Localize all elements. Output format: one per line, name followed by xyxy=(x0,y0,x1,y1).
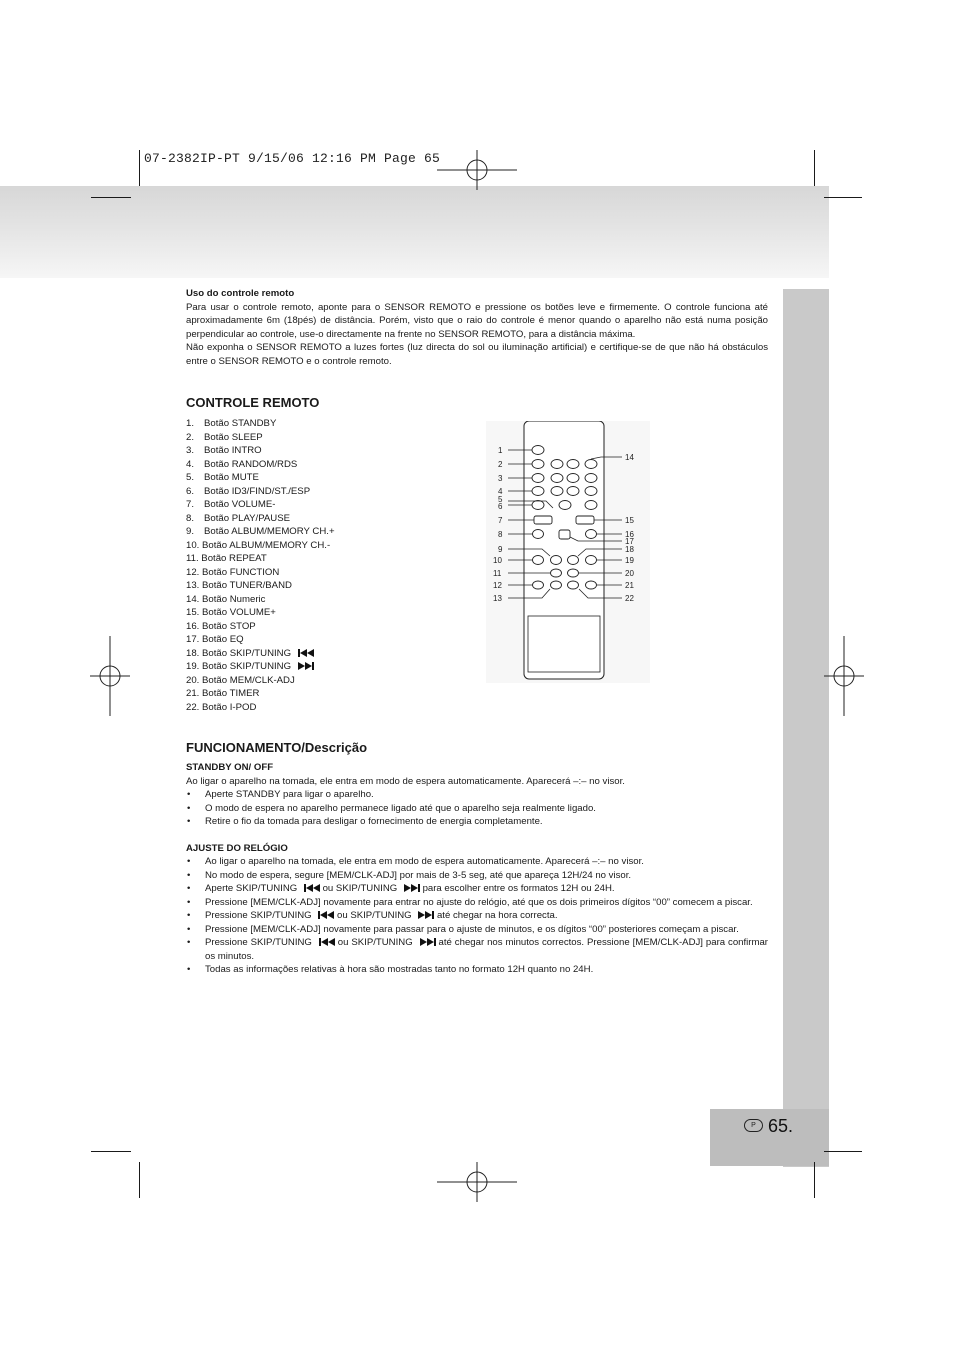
diagram-label: 11 xyxy=(493,569,502,578)
list-item: 9. Botão ALBUM/MEMORY CH.+ xyxy=(186,526,335,537)
list-item: 16. Botão STOP xyxy=(186,620,256,632)
registration-mark-icon xyxy=(437,1162,517,1202)
crop-mark xyxy=(139,150,140,186)
list-item: 17. Botão EQ xyxy=(186,634,244,645)
controle-remoto-heading: CONTROLE REMOTO xyxy=(186,395,320,410)
list-item: • O modo de espera no aparelho permanece ligado até que o aparelho seja realmente ligado. xyxy=(187,802,596,814)
list-item: 10. Botão ALBUM/MEMORY CH.- xyxy=(186,539,331,551)
diagram-label: 13 xyxy=(493,594,502,603)
list-item: 8. Botão PLAY/PAUSE xyxy=(186,512,291,524)
side-tab-strip xyxy=(783,289,829,1167)
skip-back-icon xyxy=(298,649,314,657)
list-item: 11. Botão REPEAT xyxy=(186,553,267,564)
remote-control-diagram xyxy=(486,421,650,683)
button-list xyxy=(186,417,335,714)
crop-mark xyxy=(824,1151,862,1152)
list-item: 14. Botão Numeric xyxy=(186,593,266,605)
diagram-label: 18 xyxy=(625,545,634,554)
diagram-label: 8 xyxy=(498,530,503,539)
diagram-label: 3 xyxy=(498,474,503,483)
language-badge: P xyxy=(744,1119,763,1132)
list-item: 20. Botão MEM/CLK-ADJ xyxy=(186,674,295,686)
diagram-label: 9 xyxy=(498,545,503,554)
skip-forward-icon xyxy=(418,911,434,919)
crop-mark xyxy=(824,197,862,198)
skip-back-icon xyxy=(319,938,335,946)
diagram-label: 14 xyxy=(625,453,634,462)
intro-paragraph: Para usar o controle remoto, aponte para o SENSOR REMOTO e pressione os botões leve e firmemente. O controle funciona até aproximadamente 6m (18pés) de distância. Porém, visto que o raio do controle é menor quando o aparelho não está numa posição perpendicular ao controle, use-o directamente na frente no SENSOR REMOTO, para a distância máxima. xyxy=(186,301,768,340)
diagram-label: 2 xyxy=(498,460,503,469)
list-item: 2. Botão SLEEP xyxy=(186,431,263,443)
skip-forward-icon xyxy=(420,938,436,946)
list-item: 18. Botão SKIP/TUNING xyxy=(186,647,335,661)
diagram-label: 12 xyxy=(493,581,502,590)
list-item: 6. Botão ID3/FIND/ST./ESP xyxy=(186,485,311,497)
registration-mark-icon xyxy=(90,636,130,716)
list-item: • Aperte SKIP/TUNING ou SKIP/TUNING para escolher entre os formatos 12H ou 24H. xyxy=(187,883,615,895)
list-item: • Pressione SKIP/TUNING ou SKIP/TUNING até chegar na hora correcta. xyxy=(187,910,558,922)
list-item: 1. Botão STANDBY xyxy=(186,418,277,429)
crop-mark xyxy=(814,150,815,186)
list-item: • Retire o fio da tomada para desligar o fornecimento de energia completamente. xyxy=(187,816,543,828)
crop-mark xyxy=(91,1151,131,1152)
funcionamento-section xyxy=(186,740,768,977)
skip-back-icon xyxy=(318,911,334,919)
diagram-label: 7 xyxy=(498,516,503,525)
list-item: • Pressione [MEM/CLK-ADJ] novamente para passar para o ajuste de minutos, e os dígitos “00” posteriores começam a piscar. xyxy=(187,923,739,935)
list-item: • Pressione [MEM/CLK-ADJ] novamente para entrar no ajuste do relógio, até que os dois primeiros dígitos “00” comecem a piscar. xyxy=(187,896,753,908)
diagram-label: 10 xyxy=(493,556,502,565)
list-item: • Aperte STANDBY para ligar o aparelho. xyxy=(187,789,374,801)
list-item: 19. Botão SKIP/TUNING xyxy=(186,660,335,674)
diagram-label: 6 xyxy=(498,502,503,511)
diagram-label: 19 xyxy=(625,556,634,565)
diagram-label: 17 xyxy=(625,537,634,546)
list-item: • Todas as informações relativas à hora são mostradas tanto no formato 12H quanto no 24H. xyxy=(187,964,594,976)
intro-title: Uso do controle remoto xyxy=(186,288,295,299)
standby-title: STANDBY ON/ OFF xyxy=(186,762,274,773)
diagram-label: 20 xyxy=(625,569,634,578)
print-slug-line: 07-2382IP-PT 9/15/06 12:16 PM Page 65 xyxy=(144,151,441,166)
crop-mark xyxy=(91,197,131,198)
crop-mark xyxy=(139,1162,140,1198)
registration-mark-icon xyxy=(824,636,864,716)
header-gradient-band xyxy=(0,186,829,278)
diagram-label: 16 xyxy=(625,530,634,539)
diagram-label: 21 xyxy=(625,581,634,590)
registration-mark-icon xyxy=(437,150,517,190)
diagram-label: 15 xyxy=(625,516,634,525)
page-number: 65. xyxy=(768,1116,794,1136)
intro-paragraph: Não exponha o SENSOR REMOTO a luzes fortes (luz directa do sol ou iluminação artificial) e certifique-se de que não há obstáculos entre o SENSOR REMOTO e o controle remoto. xyxy=(186,342,768,367)
list-item: 21. Botão TIMER xyxy=(186,688,260,699)
list-item: 4. Botão RANDOM/RDS xyxy=(186,458,298,470)
skip-back-icon xyxy=(304,884,320,892)
list-item: 7. Botão VOLUME- xyxy=(186,499,276,510)
list-item: 13. Botão TUNER/BAND xyxy=(186,580,292,591)
ajuste-title: AJUSTE DO RELÓGIO xyxy=(186,842,288,854)
funcionamento-heading: FUNCIONAMENTO/Descrição xyxy=(186,740,368,755)
skip-forward-icon xyxy=(298,662,314,670)
list-item: 12. Botão FUNCTION xyxy=(186,566,280,578)
list-item: 22. Botão I-POD xyxy=(186,701,257,713)
diagram-label: 5 xyxy=(498,495,503,504)
diagram-label: 4 xyxy=(498,487,503,496)
crop-mark xyxy=(814,1162,815,1198)
standby-bullets xyxy=(186,788,768,829)
diagram-label: 1 xyxy=(498,446,503,455)
list-item: 15. Botão VOLUME+ xyxy=(186,607,276,618)
list-item: • Ao ligar o aparelho na tomada, ele entra em modo de espera automaticamente. Aparecerá –:– no visor. xyxy=(187,856,644,868)
list-item: 5. Botão MUTE xyxy=(186,472,259,483)
list-item: • No modo de espera, segure [MEM/CLK-ADJ] por mais de 3-5 seg, até que apareça 12H/24 no visor. xyxy=(187,869,632,881)
diagram-label: 22 xyxy=(625,594,634,603)
ajuste-bullets xyxy=(186,855,768,977)
standby-text: Ao ligar o aparelho na tomada, ele entra em modo de espera automaticamente. Aparecerá –:– no visor. xyxy=(186,775,625,787)
skip-forward-icon xyxy=(404,884,420,892)
list-item: • Pressione SKIP/TUNING ou SKIP/TUNING até chegar nos minutos correctos. Pressione [MEM/CLK-ADJ] para confirmar os minutos. xyxy=(187,937,769,962)
list-item: 3. Botão INTRO xyxy=(186,445,262,456)
intro-section xyxy=(186,287,768,369)
